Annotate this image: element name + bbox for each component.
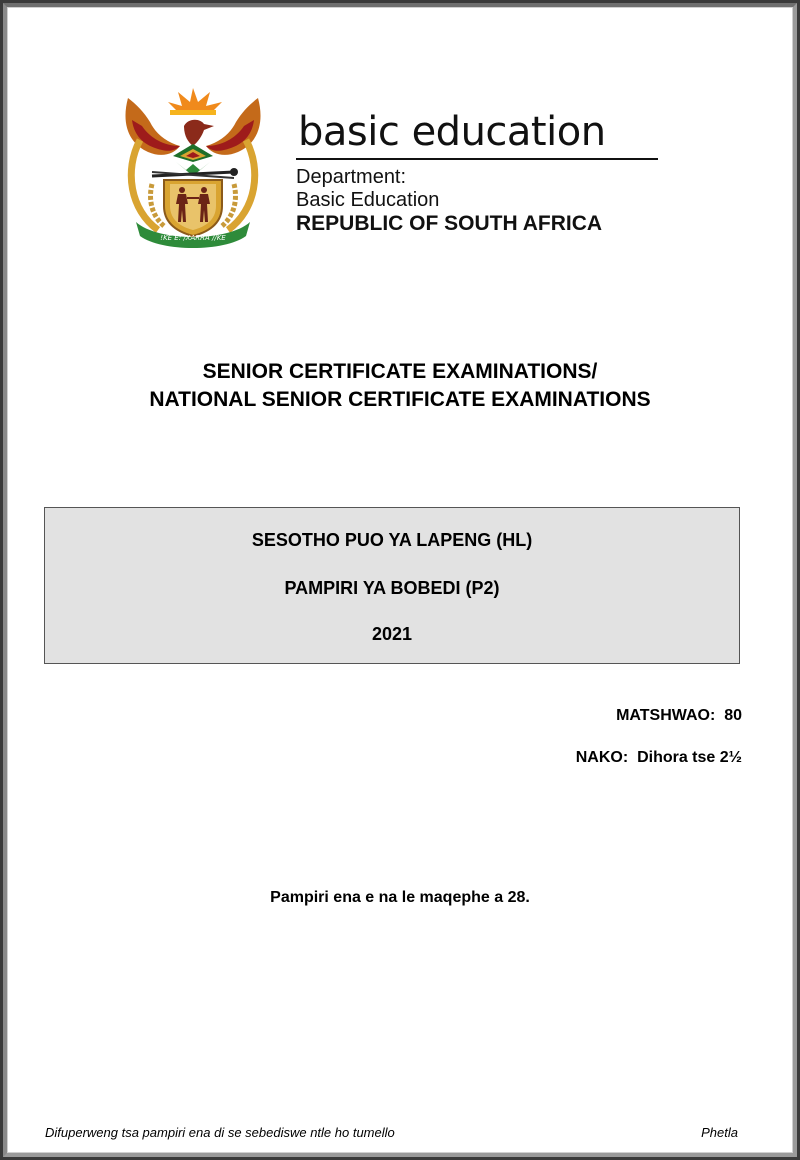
subject-box [44, 507, 740, 664]
department-brand [296, 108, 666, 236]
coat-of-arms-icon [118, 80, 268, 248]
country-name: REPUBLIC OF SOUTH AFRICA [296, 212, 603, 235]
brand-rule [296, 158, 658, 160]
time-line [576, 748, 742, 768]
exam-heading-line2: NATIONAL SENIOR CERTIFICATE EXAMINATIONS [149, 388, 651, 411]
department-label: Department: [296, 166, 407, 188]
department-name: Basic Education [296, 189, 440, 211]
time-value: Dihora tse 2½ [637, 749, 742, 766]
turn-over-note: Phetla [701, 1125, 738, 1140]
copyright-note: Difuperweng tsa pampiri ena di se sebediswe ntle ho tumello [45, 1125, 395, 1140]
exam-heading [0, 358, 800, 414]
exam-year: 2021 [371, 624, 413, 644]
marks-value: 80 [724, 707, 742, 724]
subject-title: SESOTHO PUO YA LAPENG (HL) [251, 530, 533, 550]
exam-heading-line1: SENIOR CERTIFICATE EXAMINATIONS/ [202, 360, 598, 383]
paper-title: PAMPIRI YA BOBEDI (P2) [284, 578, 500, 598]
marks-label: MATSHWAO: [616, 707, 716, 724]
brand-title: basic education [298, 109, 606, 155]
svg-text:!KE E: /XARRA //KE: !KE E: /XARRA //KE [160, 234, 226, 242]
time-label: NAKO: [575, 749, 629, 766]
page-count-note: Pampiri ena e na le maqephe a 28. [270, 889, 530, 906]
marks-line [616, 706, 742, 726]
